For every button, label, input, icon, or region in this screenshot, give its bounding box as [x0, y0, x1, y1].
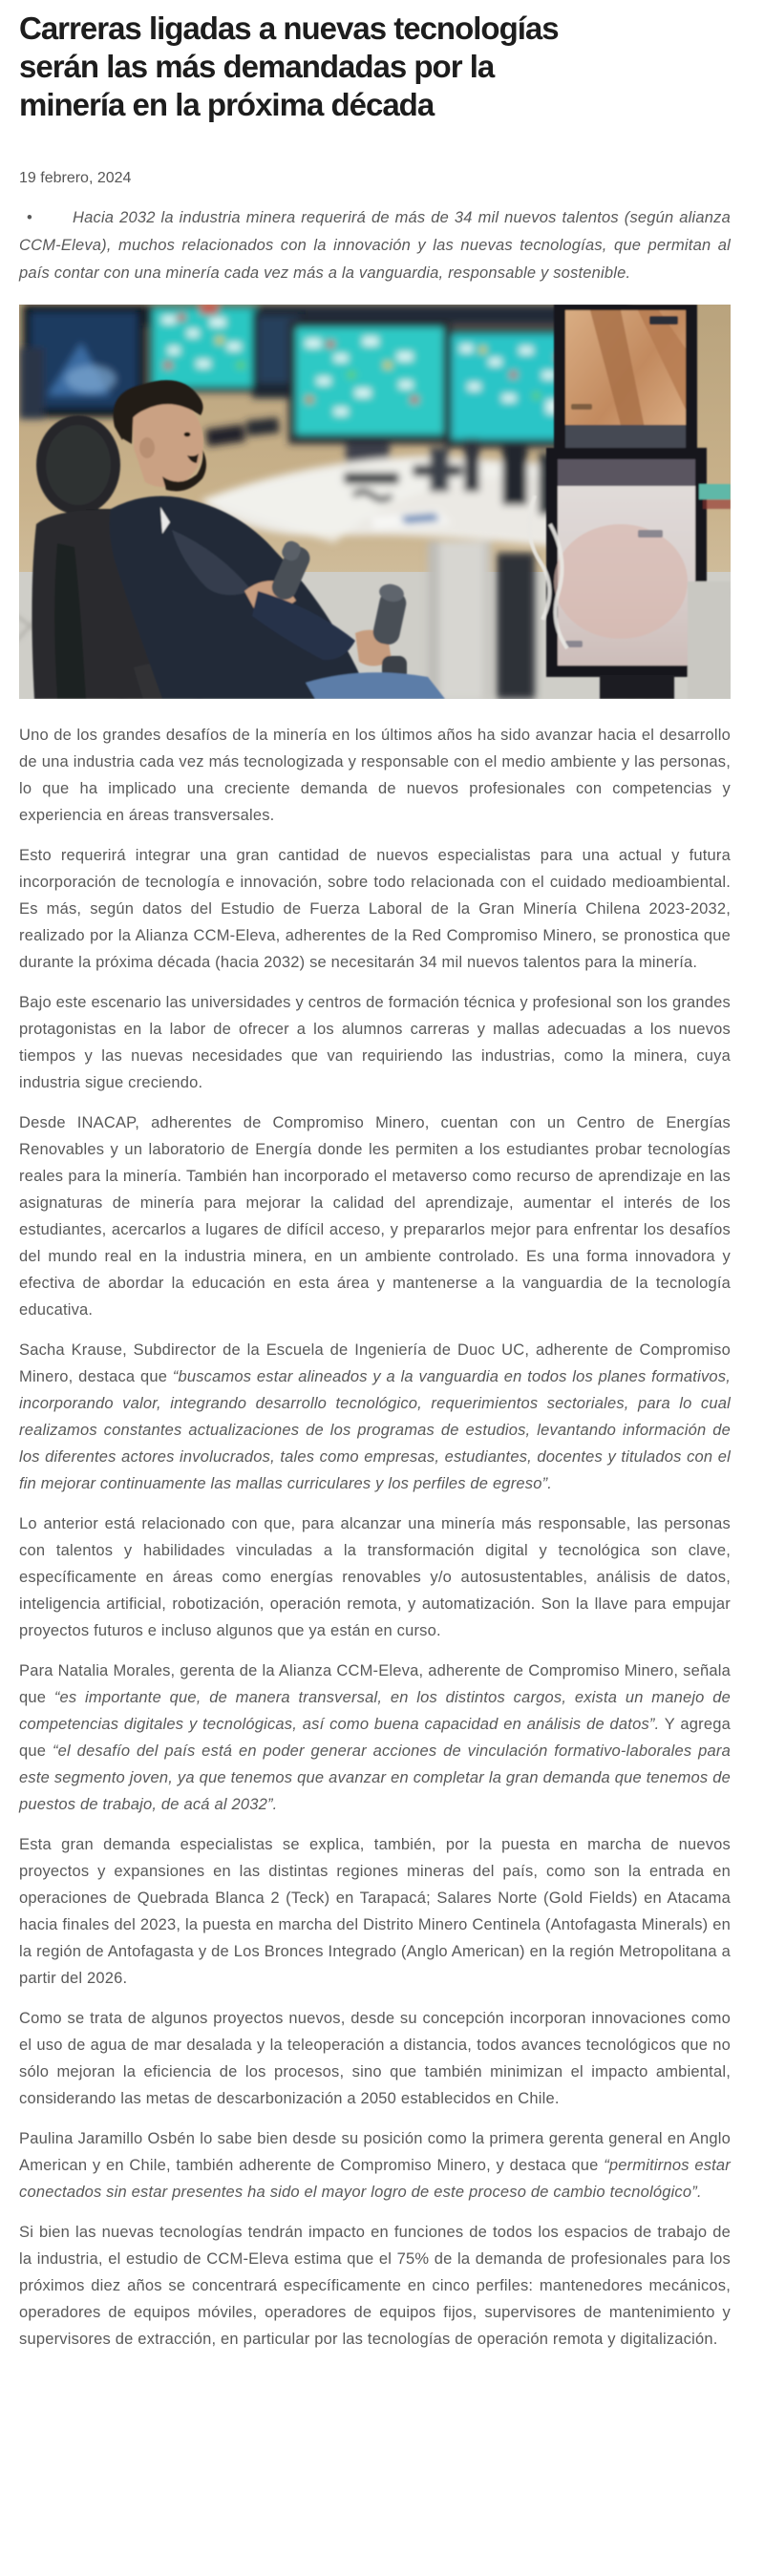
paragraph-text: Para Natalia Morales, gerenta de la Alianza CCM-Eleva, adherente de Compromiso Minero, señala que: [19, 1662, 731, 1706]
article-date: 19 febrero, 2024: [19, 170, 132, 186]
quote-text: “el desafío del país está en poder generar acciones de vinculación formativo-laborales para este segmento joven, ya que tenemos que avanzar en completar la gran demanda que tenemos de puestos de trabajo, de acá al 2032”.: [19, 1742, 731, 1813]
article-paragraph: [19, 2219, 731, 2353]
paragraph-text: Y agrega que: [19, 1716, 731, 1760]
quote-text: “buscamos estar alineados y a la vanguardia en todos los planes formativos, incorporando valor, integrando desarrollo tecnológico, requerimientos sectoriales, para lo cual realizamos constantes actualizaciones de los programas de estudios, levantando información de los diferentes actores involucrados, tales como empresas, estudiantes, docentes y titulados con el fin mejorar continuamente las mallas curriculares y los perfiles de egreso”.: [19, 1368, 732, 1492]
paragraph-text: Desde INACAP, adherentes de Compromiso Minero, cuentan con un Centro de Energías Renovables y un laboratorio de Energía donde les permiten a los estudiantes probar tecnologías reales para la minería. También han incorporado el metaverso como recurso de aprendizaje en las asignaturas de minería para mejorar la calidad del aprendizaje, aumentar el interés de los estudiantes, acercarlos a lugares de difícil acceso, y prepararlos mejor para enfrentar los desafíos del mundo real en la industria minera, en un ambiente controlado. Es una forma innovadora y efectiva de abordar la educación en esta área y mantenerse a la vanguardia de la tecnología educativa.: [19, 1114, 731, 1319]
paragraph-text: Como se trata de algunos proyectos nuevos, desde su concepción incorporan innovaciones como el uso de agua de mar desalada y la teleoperación a distancia, todos avances tecnológicos que no sólo mejoran la eficiencia de los procesos, sino que también minimizan el impacto ambiental, considerando las metas de descarbonización a 2050 establecidos en Chile.: [19, 2010, 731, 2107]
article-paragraph: [19, 842, 731, 976]
article-paragraph: [19, 1337, 731, 1497]
quote-text: “es importante que, de manera transversal, en los distintos cargos, exista un manejo de competencias digitales y tecnológicas, así como buena capacidad en análisis de datos”.: [19, 1689, 731, 1733]
paragraph-text: Sacha Krause, Subdirector de la Escuela de Ingeniería de Duoc UC, adherente de Compromiso Minero, destaca que: [19, 1341, 731, 1385]
paragraph-text: Paulina Jaramillo Osbén lo sabe bien desde su posición como la primera gerenta general en Anglo American y en Chile, también adherente de Compromiso Minero, y destaca que: [19, 2130, 731, 2174]
paragraph-text: Si bien las nuevas tecnologías tendrán impacto en funciones de todos los espacios de trabajo de la industria, el estudio de CCM-Eleva estima que el 75% de la demanda de profesionales para los próximos diez años se concentrará específicamente en cinco perfiles: mantenedores mecánicos, operadores de equipos móviles, operadores de equipos fijos, supervisores de mantenimiento y supervisores de extracción, en particular por las tecnologías de operación remota y digitalización.: [19, 2224, 731, 2348]
paragraph-text: Esta gran demanda especialistas se explica, también, por la puesta en marcha de nuevos proyectos y expansiones en las distintas regiones mineras del país, como son la entrada en operaciones de Quebrada Blanca 2 (Teck) en Tarapacá; Salares Norte (Gold Fields) en Atacama hacia finales del 2023, la puesta en marcha del Distrito Minero Centinela (Antofagasta Minerals) en la región de Antofagasta y de Los Bronces Integrado (Anglo American) en la región Metropolitana a partir del 2026.: [19, 1836, 731, 1987]
article-paragraph: [19, 1109, 731, 1323]
lead-bullet-item: [19, 204, 731, 287]
article-paragraph: [19, 1510, 731, 1644]
paragraph-text: Bajo este escenario las universidades y centros de formación técnica y profesional son los grandes protagonistas en la labor de ofrecer a los alumnos carreras y mallas adecuadas a los nuevos tiempos y las nuevas necesidades que van requiriendo las industrias, como la minera, cuya industria sigue creciendo.: [19, 994, 731, 1091]
paragraph-text: Esto requerirá integrar una gran cantidad de nuevos especialistas para una actual y futura incorporación de tecnología e innovación, sobre todo relacionada con el cuidado medioambiental. Es más, según datos del Estudio de Fuerza Laboral de la Gran Minería Chilena 2023-2032, realizado por la Alianza CCM-Eleva, adherentes de la Red Compromiso Minero, se pronostica que durante la próxima década (hacia 2032) se necesitarán 34 mil nuevos talentos para la minería.: [19, 847, 731, 971]
article-photo: [19, 305, 731, 699]
article-body: [19, 722, 731, 2353]
control-room-photo: [19, 305, 731, 699]
bullet-marker: •: [27, 209, 32, 226]
article-paragraph: [19, 989, 731, 1096]
article-paragraph: [19, 1658, 731, 1818]
quote-text: “permitirnos estar conectados sin estar presentes ha sido el mayor logro de este proceso de cambio tecnológico”.: [19, 2157, 732, 2201]
lead-bullet-text: Hacia 2032 la industria minera requerirá de más de 34 mil nuevos talentos (según alianza CCM-Eleva), muchos relacionados con la innovación y las nuevas tecnologías, que permitan al país contar con una minería cada vez más a la vanguardia, responsable y sostenible.: [19, 209, 731, 282]
paragraph-text: Lo anterior está relacionado con que, para alcanzar una minería más responsable, las personas con talentos y habilidades vinculadas a la transformación digital y tecnológica son clave, específicamente en áreas como energías renovables y/o autosustentables, análisis de datos, inteligencia artificial, robotización, operación remota, y automatización. Son la llave para empujar proyectos futuros e incluso algunos que ya están en curso.: [19, 1515, 731, 1639]
page-title: Carreras ligadas a nuevas tecnologías serán las más demandadas por la minería en la próxima década: [19, 11, 559, 122]
article-paragraph: [19, 722, 731, 829]
article-paragraph: [19, 2125, 731, 2206]
article-paragraph: [19, 1831, 731, 1992]
article-paragraph: [19, 2005, 731, 2112]
paragraph-text: Uno de los grandes desafíos de la minería en los últimos años ha sido avanzar hacia el desarrollo de una industria cada vez más tecnologizada y responsable con el medio ambiente y las personas, lo que ha implicado una creciente demanda de nuevos profesionales con competencias y experiencia en áreas transversales.: [19, 727, 731, 824]
